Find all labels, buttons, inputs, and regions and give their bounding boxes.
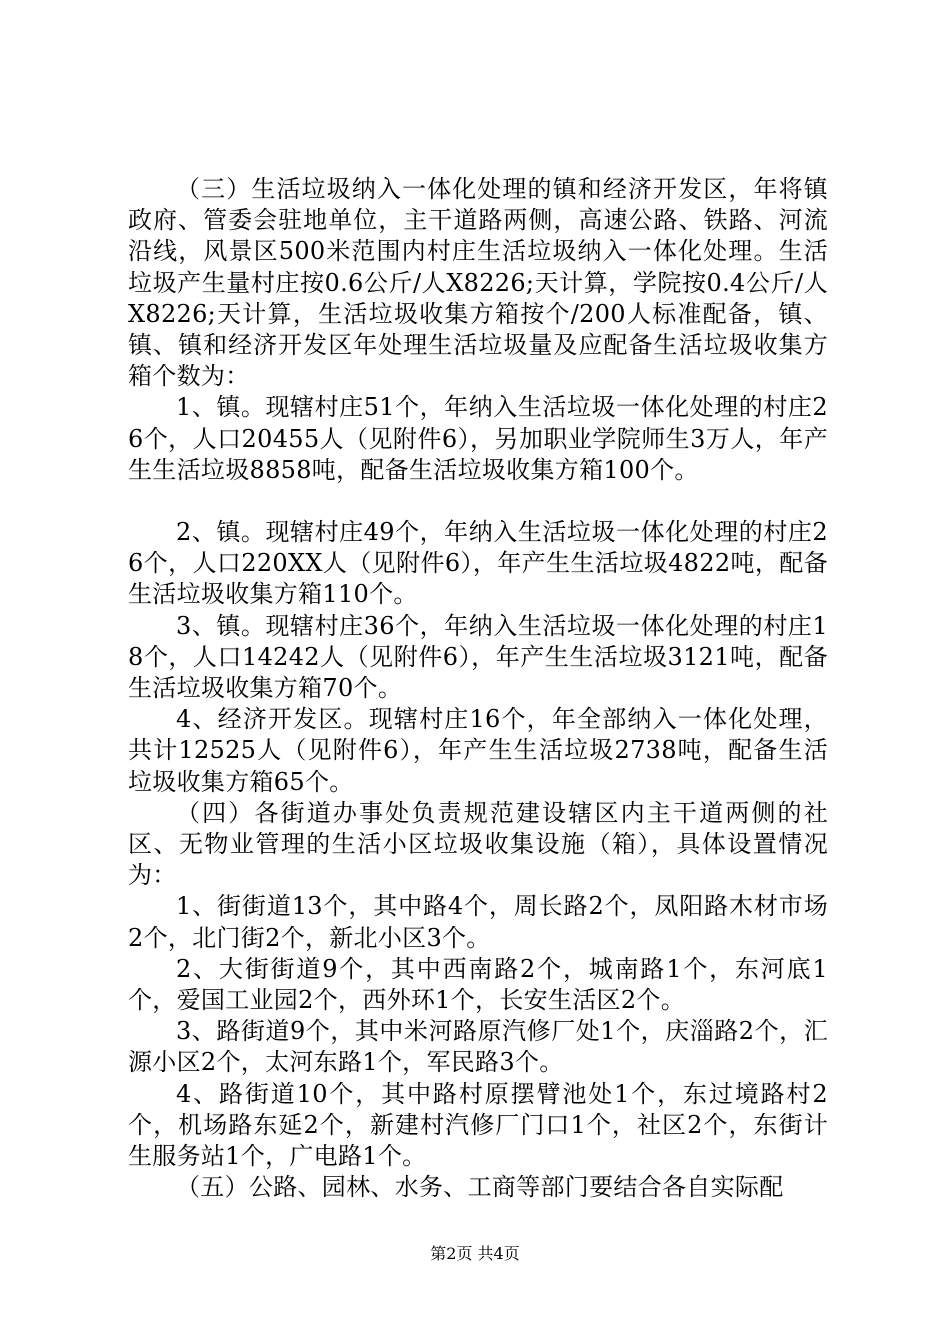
paragraph-item-3: 3、镇。现辖村庄36个，年纳入生活垃圾一体化处理的村庄18个，人口14242人（见附件6），年产生生活垃圾3121吨，配备生活垃圾收集方箱70个。 [128, 611, 828, 703]
paragraph-item-1: 1、镇。现辖村庄51个，年纳入生活垃圾一体化处理的村庄26个，人口20455人（见附件6），另加职业学院师生3万人，年产生生活垃圾8858吨，配备生活垃圾收集方箱100个。 [128, 393, 828, 484]
paragraph-item-4: 4、经济开发区。现辖村庄16个，年全部纳入一体化处理，共计12525人（见附件6），年产生生活垃圾2738吨，配备生活垃圾收集方箱65个。 [128, 705, 828, 796]
paragraph-spacer [128, 486, 828, 517]
paragraph-street-4: 4、路街道10个，其中路村原摆臂池处1个，东过境路村2个，机场路东延2个，新建村汽修厂门口1个，社区2个，东街计生服务站1个，广电路1个。 [128, 1079, 828, 1171]
paragraph-street-3: 3、路街道9个，其中米河路原汽修厂处1个，庆淄路2个，汇源小区2个，太河东路1个，军民路3个。 [128, 1017, 828, 1077]
paragraph-section-5: （五）公路、园林、水务、工商等部门要结合各自实际配 [176, 1173, 784, 1202]
paragraph-street-2: 2、大街街道9个，其中西南路2个，城南路1个，东河底1个，爱国工业园2个，西外环1个，长安生活区2个。 [128, 954, 828, 1015]
paragraph-item-2: 2、镇。现辖村庄49个，年纳入生活垃圾一体化处理的村庄26个，人口220XX人（见附件6），年产生生活垃圾4822吨，配备生活垃圾收集方箱110个。 [128, 518, 828, 609]
paragraph-street-1: 1、街街道13个，其中路4个，周长路2个，凤阳路木材市场2个，北门街2个，新北小区3个。 [128, 892, 828, 952]
page-footer [0, 1244, 950, 1264]
paragraph-section-4: （四）各街道办事处负责规范建设辖区内主干道两侧的社区、无物业管理的生活小区垃圾收集设施（箱），具体设置情况为： [128, 798, 828, 890]
page-indicator: 第2页 共4页 [430, 1244, 520, 1263]
document-body [128, 174, 828, 1204]
paragraph-section-3: （三）生活垃圾纳入一体化处理的镇和经济开发区，年将镇政府、管委会驻地单位，主干道路两侧，高速公路、铁路、河流沿线，风景区500米范围内村庄生活垃圾纳入一体化处理。生活垃圾产生量村庄按0.6公斤/人X8226;天计算，学院按0.4公斤/人X8226;天计算，生活垃圾收集方箱按个/200人标准配备，镇、镇、镇和经济开发区年处理生活垃圾量及应配备生活垃圾收集方箱个数为： [128, 175, 828, 391]
